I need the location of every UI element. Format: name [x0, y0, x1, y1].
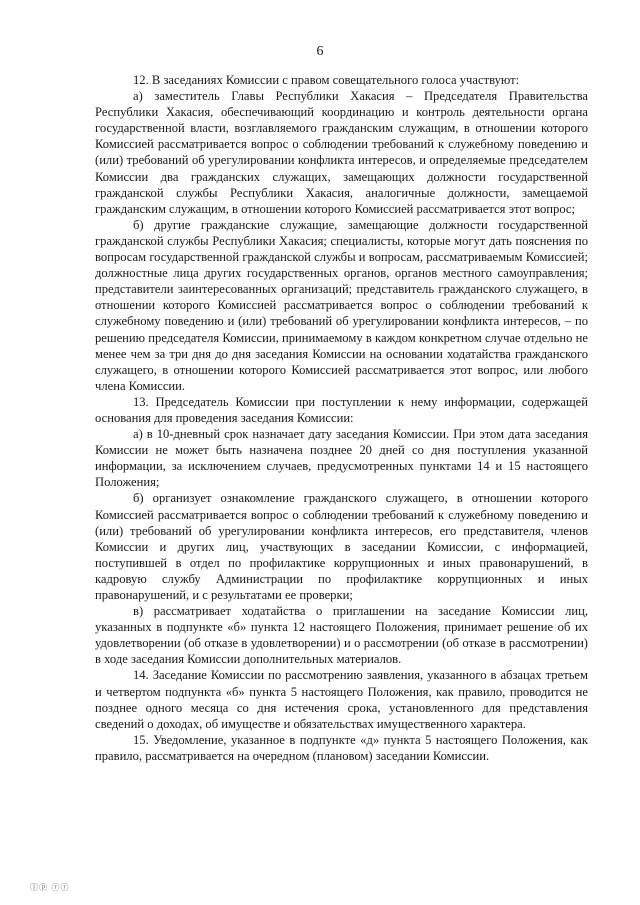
paragraph-13-b: б) организует ознакомление гражданского служащего, в отношении которого Комиссией рассматривается вопрос о соблюдении требований к служебному поведению и (или) требований об урегулировании конфликта интересов, его представителя, членов Комиссии и других лиц, участвующих в заседании Комиссии, с информацией, поступившей в отдел по профилактике коррупционных и иных правонарушений, в кадровую службу Администрации по профилактике коррупционных и иных правонарушений, и с результатами ее проверки; — [95, 491, 588, 602]
paragraph-12-a: а) заместитель Главы Республики Хакасия – Председателя Правительства Республики Хакасия, обеспечивающий координацию и контроль деятельности органа государственной власти, возглавляемого гражданским служащим, в отношении которого Комиссией рассматривается вопрос о соблюдении требований к служебному поведению и (или) требований об урегулировании конфликта интересов, и определяемые председателем Комиссии два гражданских служащих, замещающих должности государственной гражданской службы Республики Хакасия, аналогичные должности, замещаемой гражданским служащим, в отношении которого Комиссией рассматривается этот вопрос; — [95, 89, 588, 216]
paragraph-14: 14. Заседание Комиссии по рассмотрению заявления, указанного в абзацах третьем и четвертом подпункта «б» пункта 5 настоящего Положения, как правило, проводится не позднее одного месяца со дня истечения срока, установленного для представления сведений о доходах, об имуществе и обязательствах имущественного характера. — [95, 668, 588, 731]
page-number: 6 — [316, 44, 324, 59]
document-body — [95, 72, 588, 764]
paragraph-15: 15. Уведомление, указанное в подпункте «д» пункта 5 настоящего Положения, как правило, рассматривается на очередном (плановом) заседании Комиссии. — [95, 732, 588, 763]
paragraph-12-intro: 12. В заседаниях Комиссии с правом совещательного голоса участвуют: — [133, 73, 520, 87]
footer-scan-mark: ⓛⓟ ⓡⓡ — [30, 883, 70, 892]
paragraph-13-a: а) в 10-дневный срок назначает дату заседания Комиссии. При этом дата заседания Комиссии не может быть назначена позднее 20 дней со дня поступления указанной информации, за исключением случаев, предусмотренных пунктами 14 и 15 настоящего Положения; — [95, 427, 588, 490]
paragraph-13-c: в) рассматривает ходатайства о приглашении на заседание Комиссии лиц, указанных в подпункте «б» пункта 12 настоящего Положения, принимает решение об их удовлетворении (об отказе в удовлетворении) и о рассмотрении (об отказе в рассмотрении) в ходе заседания Комиссии дополнительных материалов. — [95, 604, 588, 667]
paragraph-13-intro: 13. Председатель Комиссии при поступлении к нему информации, содержащей основания для проведения заседания Комиссии: — [95, 394, 588, 425]
paragraph-12-b: б) другие гражданские служащие, замещающие должности государственной гражданской службы Республики Хакасия; специалисты, которые могут дать пояснения по вопросам государственной гражданской службы и вопросам, рассматриваемым Комиссией; должностные лица других государственных органов, органов местного самоуправления; представители заинтересованных организаций; представитель гражданского служащего, в отношении которого Комиссией рассматривается вопрос о соблюдении требований к служебному поведению и (или) требований об урегулировании конфликта интересов, – по решению председателя Комиссии, принимаемому в каждом конкретном случае отдельно не менее чем за три дня до дня заседания Комиссии на основании ходатайства гражданского служащего, в отношении которого Комиссией рассматривается этот вопрос, или любого члена Комиссии. — [95, 217, 588, 393]
